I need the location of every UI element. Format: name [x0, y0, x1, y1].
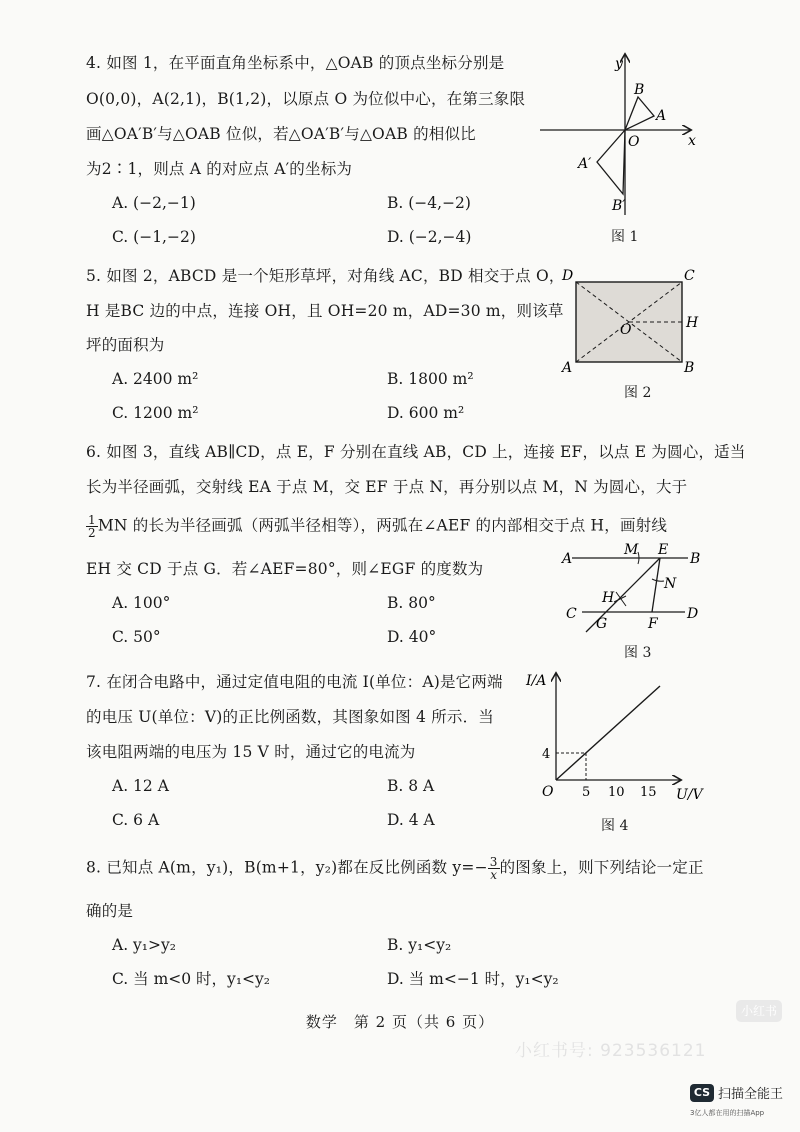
q8-option-c: C. 当 m<0 时，y₁<y₂ [112, 970, 270, 988]
q4-option-c: C. (−1,−2) [112, 228, 196, 246]
label-a: A [562, 551, 573, 567]
label-u-v: U/V [676, 787, 703, 803]
q6-option-d: D. 40° [387, 628, 437, 646]
page-footer: 数学 第 2 页（共 6 页） [305, 1013, 495, 1031]
q5-option-b: B. 1800 m² [387, 370, 474, 388]
scanner-logo-icon: CS [690, 1084, 714, 1102]
label-a: A [562, 360, 573, 376]
q6-option-a: A. 100° [112, 594, 171, 612]
q8-line-1 [86, 856, 704, 881]
q5-option-d: D. 600 m² [387, 404, 465, 422]
q5-line-3: 坪的面积为 [86, 336, 165, 354]
figure-4 [526, 668, 703, 808]
q6-line-1: 6. 如图 3，直线 AB∥CD，点 E，F 分别在直线 AB，CD 上，连接 EF，以点 E 为圆心，适当 [86, 443, 746, 461]
label-o: O [628, 134, 640, 150]
tick-5: 5 [582, 785, 591, 800]
watermark-id: 小红书号: 9235361​21 [515, 1041, 707, 1061]
q6-line-2: 长为半径画弧，交射线 EA 于点 M，交 EF 于点 N，再分别以点 M，N 为圆心，大于 [86, 478, 688, 496]
label-y: y [615, 56, 623, 72]
label-a: A [656, 108, 667, 124]
fraction-3-over-x: $\frac{3}{x}$ [489, 855, 498, 882]
tick-10: 10 [608, 785, 625, 800]
label-d: D [687, 606, 699, 622]
figure-1 [540, 50, 700, 220]
figure-2 [558, 264, 708, 376]
label-b: B [684, 360, 695, 376]
triangle-oa2b2 [597, 130, 625, 194]
q6-line-3-text: MN 的长为半径画弧（两弧半径相等），两弧在∠AEF 的内部相交于点 H，画射线 [97, 516, 668, 535]
label-c: C [684, 268, 695, 284]
q6-option-b: B. 80° [387, 594, 436, 612]
q6-line-4: EH 交 CD 于点 G．若∠AEF=80°，则∠EGF 的度数为 [86, 560, 484, 578]
fraction-one-half: $\frac{1}{2}$ [88, 513, 96, 540]
label-b: B [634, 82, 645, 98]
label-a-prime: A′ [578, 156, 592, 172]
q4-line-1: 4. 如图 1，在平面直角坐标系中，△OAB 的顶点坐标分别是 [86, 54, 505, 72]
figure-4-caption: 图 4 [601, 818, 629, 834]
label-x: x [688, 133, 696, 149]
figure-3-caption: 图 3 [624, 645, 652, 661]
figure-3 [560, 540, 710, 635]
label-d: D [562, 268, 574, 284]
segment-ef [652, 558, 660, 612]
label-b: B [690, 551, 701, 567]
q5-option-c: C. 1200 m² [112, 404, 199, 422]
q5-line-1: 5. 如图 2，ABCD 是一个矩形草坪，对角线 AC，BD 相交于点 O， [86, 267, 565, 285]
label-n: N [664, 576, 677, 592]
q4-option-d: D. (−2,−4) [387, 228, 472, 246]
label-i-a: I/A [526, 673, 547, 689]
label-c: C [566, 606, 577, 622]
function-line [556, 686, 660, 780]
scanner-app-name: 扫描全能王 [718, 1087, 784, 1102]
q4-line-3: 画△OA′B′与△OAB 位似，若△OA′B′与△OAB 的相似比 [86, 125, 476, 143]
q5-line-2: H 是BC 边的中点，连接 OH，且 OH=20 m，AD=30 m，则该草 [86, 302, 564, 320]
q8-option-d: D. 当 m<−1 时，y₁<y₂ [387, 970, 559, 988]
q7-line-3: 该电阻两端的电压为 15 V 时，通过它的电流为 [86, 743, 416, 761]
triangle-oab [625, 97, 654, 130]
label-b-prime: B′ [612, 198, 626, 214]
q5-option-a: A. 2400 m² [112, 370, 199, 388]
figure-1-caption: 图 1 [611, 229, 639, 245]
q8-line-1-post: 的图象上，则下列结论一定正 [499, 858, 704, 877]
q4-line-4: 为2∶1，则点 A 的对应点 A′的坐标为 [86, 160, 353, 178]
q8-option-b: B. y₁<y₂ [387, 936, 452, 954]
q8-line-2: 确的是 [86, 902, 134, 920]
label-origin: O [542, 784, 554, 800]
q6-line-3 [86, 514, 667, 539]
label-h: H [686, 315, 699, 331]
label-o: O [620, 322, 632, 338]
q7-line-2: 的电压 U(单位：V)的正比例函数，其图象如图 4 所示．当 [86, 708, 494, 726]
arc-n [652, 579, 664, 581]
q8-line-1-pre: 8. 已知点 A(m，y₁)，B(m+1，y₂)都在反比例函数 y=− [86, 858, 488, 877]
tick-15: 15 [640, 785, 657, 800]
q6-option-c: C. 50° [112, 628, 161, 646]
label-f: F [648, 616, 658, 632]
label-e: E [658, 542, 669, 558]
tick-4: 4 [542, 747, 551, 762]
label-m: M [624, 542, 639, 558]
q7-option-b: B. 8 A [387, 777, 435, 795]
watermark-badge: 小红书 [736, 1000, 782, 1022]
label-h: H [602, 590, 615, 606]
label-g: G [596, 616, 608, 632]
q4-option-a: A. (−2,−1) [112, 194, 196, 212]
q7-option-d: D. 4 A [387, 811, 435, 829]
q7-option-c: C. 6 A [112, 811, 160, 829]
scanner-slogan: 3亿人都在用的扫描App [690, 1109, 765, 1117]
figure-2-caption: 图 2 [624, 385, 652, 401]
q8-option-a: A. y₁>y₂ [112, 936, 176, 954]
q7-line-1: 7. 在闭合电路中，通过定值电阻的电流 I(单位：A)是它两端 [86, 673, 503, 691]
q4-option-b: B. (−4,−2) [387, 194, 471, 212]
q7-option-a: A. 12 A [112, 777, 169, 795]
q4-line-2: O(0,0)，A(2,1)，B(1,2)，以原点 O 为位似中心，在第三象限 [86, 90, 526, 108]
